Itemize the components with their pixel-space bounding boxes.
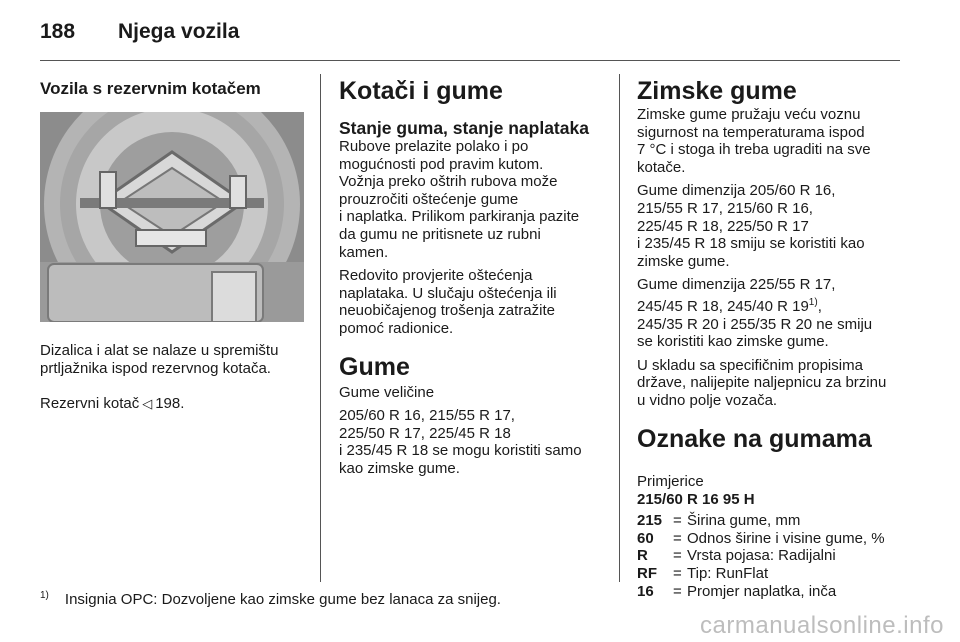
spec-description: Promjer naplatka, inča <box>687 582 837 600</box>
spec-row <box>637 565 901 583</box>
spec-equals: = <box>673 582 682 600</box>
spec-code: RF <box>637 565 657 583</box>
column-right <box>637 74 901 600</box>
spec-code: 60 <box>637 529 654 547</box>
image-caption: Dizalica i alat se nalaze u spremištu prtljažnika ispod rezervnog kotača. <box>40 342 279 377</box>
paragraph-winter-forbidden-sizes <box>637 276 901 350</box>
spec-description: Širina gume, mm <box>687 512 801 530</box>
paragraph-tyre-sizes-label: Gume veličine <box>339 383 435 401</box>
paragraph-kerbs: Rubove prelazite polako i po mogućnosti pod pravim kutom. Vožnja preko oštrih rubova može prouzročiti oštećenje gume i naplatka. Prilikom parkiranja pazite da gumu ne pritisnete uz rubni kamen. <box>339 138 580 261</box>
spec-equals: = <box>673 547 682 565</box>
spec-description: Tip: RunFlat <box>687 565 769 583</box>
paragraph-winter-safety: Zimske gume pružaju veću voznu sigurnost na temperaturama ispod 7 °C i stoga ih treba ugraditi na sve kotače. <box>637 106 871 176</box>
spec-row <box>637 512 901 530</box>
spec-equals: = <box>673 512 682 530</box>
footnote <box>40 590 501 608</box>
section-heading-spare-wheel: Vozila s rezervnim kotačem <box>40 79 261 98</box>
jack-and-tools-image <box>40 112 304 322</box>
forbidden-sizes-part1: Gume dimenzija 225/55 R 17, 245/45 R 18, 245/40 R 19 <box>637 276 836 315</box>
top-divider <box>40 60 900 61</box>
spec-description: Vrsta pojasa: Radijalni <box>687 547 836 565</box>
forbidden-sizes-part2: , 245/35 R 20 i 255/35 R 20 ne smiju se koristiti kao zimske gume. <box>637 297 873 351</box>
spec-row <box>637 530 901 548</box>
spec-equals: = <box>673 565 682 583</box>
spec-code: 16 <box>637 582 654 600</box>
page-reference-icon: ◁ <box>142 395 153 411</box>
page-number: 188 <box>40 20 76 43</box>
column-divider-2 <box>619 74 620 582</box>
footnote-number: 1) <box>40 590 49 601</box>
spec-row <box>637 583 901 601</box>
paragraph-speed-sticker: U skladu sa specifičnim propisima države, nalijepite naljepnicu za brzinu u vidno polje vozača. <box>637 356 887 409</box>
spec-code: 215 <box>637 512 663 530</box>
reference-text: Rezervni kotač <box>40 394 140 412</box>
footnote-text: Insignia OPC: Dozvoljene kao zimske gume bez lanaca za snijeg. <box>64 591 501 608</box>
tyre-spec-list <box>637 512 901 600</box>
section-title-winter-tyres: Zimske gume <box>637 77 797 105</box>
spec-row <box>637 547 901 565</box>
section-title-tyre-designations: Oznake na gumama <box>637 424 872 453</box>
example-label: Primjerice <box>637 473 704 491</box>
section-title-wheels-tyres: Kotači i gume <box>339 77 503 105</box>
column-middle <box>339 74 603 484</box>
tyre-example <box>637 456 901 509</box>
spec-equals: = <box>673 529 682 547</box>
column-divider-1 <box>320 74 321 582</box>
example-code: 215/60 R 16 95 H <box>637 490 755 508</box>
subheading-tyre-condition: Stanje guma, stanje naplataka <box>339 118 589 138</box>
spec-description: Odnos širine i visine gume, % <box>687 529 885 547</box>
footnote-marker: 1) <box>808 296 818 308</box>
chapter-title: Njega vozila <box>118 20 240 43</box>
paragraph-winter-allowed-sizes: Gume dimenzija 205/60 R 16, 215/55 R 17, 215/60 R 16, 225/45 R 18, 225/50 R 17 i 235/45 R 18 smiju se koristiti kao zimske gume. <box>637 182 865 270</box>
column-left <box>40 74 304 418</box>
reference-page-link[interactable]: 198. <box>155 394 185 412</box>
spec-code: R <box>637 547 648 565</box>
section-title-tyres: Gume <box>339 352 410 381</box>
paragraph-tyre-sizes: 205/60 R 16, 215/55 R 17, 225/50 R 17, 225/45 R 18 i 235/45 R 18 se mogu koristiti samo kao zimske gume. <box>339 407 582 477</box>
paragraph-inspect-rims: Redovito provjerite oštećenja naplataka. U slučaju oštećenja ili neuobičajenog trošenja zatražite pomoć radionice. <box>339 267 557 337</box>
jack-illustration <box>40 112 304 322</box>
spare-wheel-reference <box>40 377 304 412</box>
watermark: carmanualsonline.info <box>700 612 944 639</box>
